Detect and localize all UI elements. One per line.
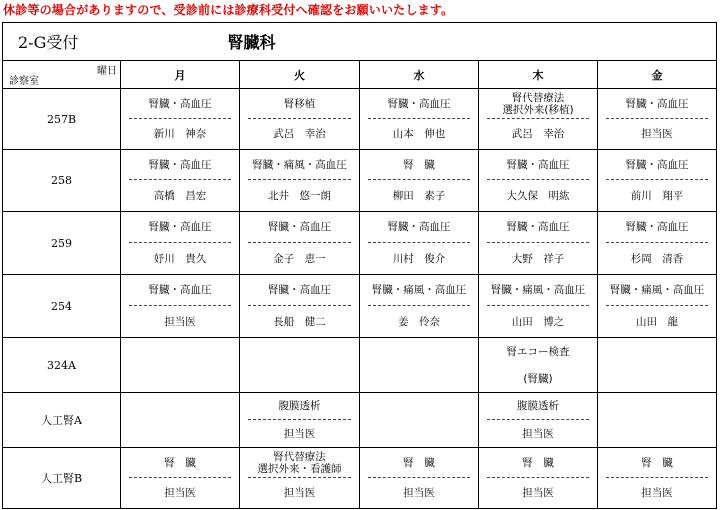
service-label: 腎 臓 <box>129 448 231 478</box>
service-label <box>129 393 231 420</box>
schedule-cell <box>121 150 240 212</box>
department-title: 腎臓科 <box>121 23 717 61</box>
service-label: 腎臓・痛風・高血圧 <box>487 275 589 306</box>
room-row <box>3 89 717 150</box>
schedule-cell <box>121 448 240 509</box>
room-name: 324A <box>3 338 121 393</box>
doctor-name: 長船 健二 <box>273 315 326 328</box>
doctor-name: 担当医 <box>283 427 316 440</box>
schedule-cell <box>360 448 479 509</box>
doctor-name: 前川 翔平 <box>630 189 684 202</box>
service-label: 腎臓・高血圧 <box>368 89 470 119</box>
doctor-name: 担当医 <box>164 315 196 328</box>
schedule-cell <box>598 150 717 212</box>
doctor-name <box>360 420 478 447</box>
schedule-cell <box>121 89 240 150</box>
service-label: 腎臓・高血圧 <box>129 89 231 119</box>
doctor-name: 杉岡 清香 <box>630 252 684 265</box>
schedule-cell <box>479 89 598 150</box>
day-mon: 月 <box>121 61 240 89</box>
doctor-name <box>598 420 716 447</box>
day-wed: 水 <box>360 61 479 89</box>
day-fri: 金 <box>598 61 717 89</box>
schedule-cell <box>240 448 360 509</box>
doctor-name <box>598 365 716 392</box>
schedule-cell <box>360 89 479 150</box>
header-row <box>3 23 717 61</box>
doctor-name: 担当医 <box>522 427 554 440</box>
doctor-name: 武呂 幸治 <box>511 128 565 140</box>
schedule-cell <box>240 275 360 338</box>
service-label: 腎臓・痛風・高血圧 <box>368 275 470 306</box>
service-label <box>606 338 708 365</box>
service-label <box>129 338 231 365</box>
doctor-name: 武呂 幸治 <box>273 128 326 140</box>
room-name: 254 <box>3 275 121 338</box>
service-label: 腎エコー検査 <box>506 345 570 358</box>
doctor-name: 姜 伶奈 <box>398 315 440 328</box>
schedule-cell <box>479 150 598 212</box>
service-label: 腎臓・高血圧 <box>129 275 231 306</box>
service-label: 腎臓・高血圧 <box>248 275 351 306</box>
doctor-name: 担当医 <box>403 487 435 499</box>
schedule-cell <box>479 448 598 509</box>
corner-cell <box>3 61 121 89</box>
doctor-name: 高橋 昌宏 <box>153 189 207 202</box>
doctor-name: 山田 博之 <box>511 315 565 328</box>
service-label: 腎臓・高血圧 <box>606 212 708 243</box>
doctor-name: 担当医 <box>641 487 673 499</box>
service-label: 腎代替療法 選択外来・看護師 <box>248 448 351 478</box>
service-label <box>606 393 708 420</box>
doctor-name: 大野 祥子 <box>511 252 565 265</box>
room-row <box>3 393 717 448</box>
doctor-name: 大久保 明紘 <box>506 189 570 202</box>
schedule-cell <box>240 393 360 448</box>
service-label: 腎臓・痛風・高血圧 <box>606 275 708 306</box>
schedule-cell <box>598 448 717 509</box>
schedule-cell <box>598 393 717 448</box>
room-row <box>3 212 717 275</box>
schedule-cell <box>360 150 479 212</box>
schedule-cell <box>598 275 717 338</box>
service-label <box>368 338 470 365</box>
doctor-name: 北井 悠一朗 <box>268 189 331 202</box>
room-name: 257B <box>3 89 121 150</box>
day-thu: 木 <box>479 61 598 89</box>
service-label: 腎臓・高血圧 <box>487 212 589 243</box>
service-label: 腎移植 <box>248 89 351 119</box>
schedule-cell <box>360 275 479 338</box>
service-label: 腎 臓 <box>368 150 470 180</box>
service-label: 腎 臓 <box>606 448 708 478</box>
schedule-cell <box>598 89 717 150</box>
room-name: 人工腎A <box>3 393 121 448</box>
doctor-name <box>360 365 478 392</box>
doctor-name: 妤川 貴久 <box>153 252 207 265</box>
service-label: 腎臓・高血圧 <box>129 212 231 243</box>
room-row <box>3 448 717 509</box>
schedule-cell <box>240 212 360 275</box>
doctor-name: 担当医 <box>522 487 554 499</box>
service-label: 腎臓・高血圧 <box>487 150 589 180</box>
doctor-name: (腎臓) <box>523 372 553 385</box>
schedule-cell <box>479 212 598 275</box>
service-label: 腎 臓 <box>487 448 589 478</box>
doctor-name: 山本 伸也 <box>392 128 446 140</box>
schedule-cell <box>240 89 360 150</box>
weekday-label: 曜日 <box>97 66 117 77</box>
doctor-name <box>121 365 239 392</box>
schedule-cell <box>121 212 240 275</box>
service-label: 腎臓・痛風・高血圧 <box>248 150 351 180</box>
service-label: 腎臓・高血圧 <box>606 89 708 119</box>
day-header-row <box>3 61 717 89</box>
doctor-name: 金子 恵一 <box>273 252 326 265</box>
schedule-cell <box>598 338 717 393</box>
schedule-cell <box>360 338 479 393</box>
doctor-name <box>121 420 239 447</box>
schedule-cell <box>240 150 360 212</box>
schedule-cell <box>360 212 479 275</box>
doctor-name: 担当医 <box>641 128 673 140</box>
service-label <box>368 393 470 420</box>
service-label: 腎臓・高血圧 <box>129 150 231 180</box>
doctor-name: 山田 龍 <box>636 315 679 328</box>
service-label: 腎 臓 <box>368 448 470 478</box>
room-label: 診察室 <box>9 76 39 87</box>
schedule-cell <box>479 338 598 393</box>
ward-label: 2-G受付 <box>3 23 121 61</box>
service-label: 腹膜透析 <box>248 393 351 420</box>
day-tue: 火 <box>240 61 360 89</box>
schedule-table <box>2 22 717 509</box>
schedule-cell <box>598 212 717 275</box>
schedule-cell <box>121 338 240 393</box>
schedule-cell <box>240 338 360 393</box>
doctor-name <box>240 365 359 392</box>
service-label: 腹膜透析 <box>487 393 589 420</box>
service-label <box>248 338 351 365</box>
doctor-name: 担当医 <box>164 487 196 499</box>
schedule-cell <box>121 275 240 338</box>
doctor-name: 新川 神奈 <box>153 128 207 140</box>
room-row <box>3 338 717 393</box>
schedule-cell <box>479 275 598 338</box>
room-row <box>3 275 717 338</box>
schedule-cell <box>121 393 240 448</box>
room-name: 人工腎B <box>3 448 121 509</box>
service-label: 腎代替療法 選択外来(移植) <box>487 89 589 119</box>
service-label: 腎臓・高血圧 <box>248 212 351 243</box>
room-name: 259 <box>3 212 121 275</box>
service-label: 腎臓・高血圧 <box>368 212 470 243</box>
room-row <box>3 150 717 212</box>
schedule-cell <box>360 393 479 448</box>
doctor-name: 担当医 <box>283 487 316 499</box>
notice-text: 休診等の場合がありますので、受診前には診療科受付へ確認をお願いいたします。 <box>3 3 454 17</box>
service-label: 腎臓・高血圧 <box>606 150 708 180</box>
doctor-name: 柳田 素子 <box>392 189 446 202</box>
room-name: 258 <box>3 150 121 212</box>
schedule-cell <box>479 393 598 448</box>
doctor-name: 川村 俊介 <box>392 252 446 265</box>
